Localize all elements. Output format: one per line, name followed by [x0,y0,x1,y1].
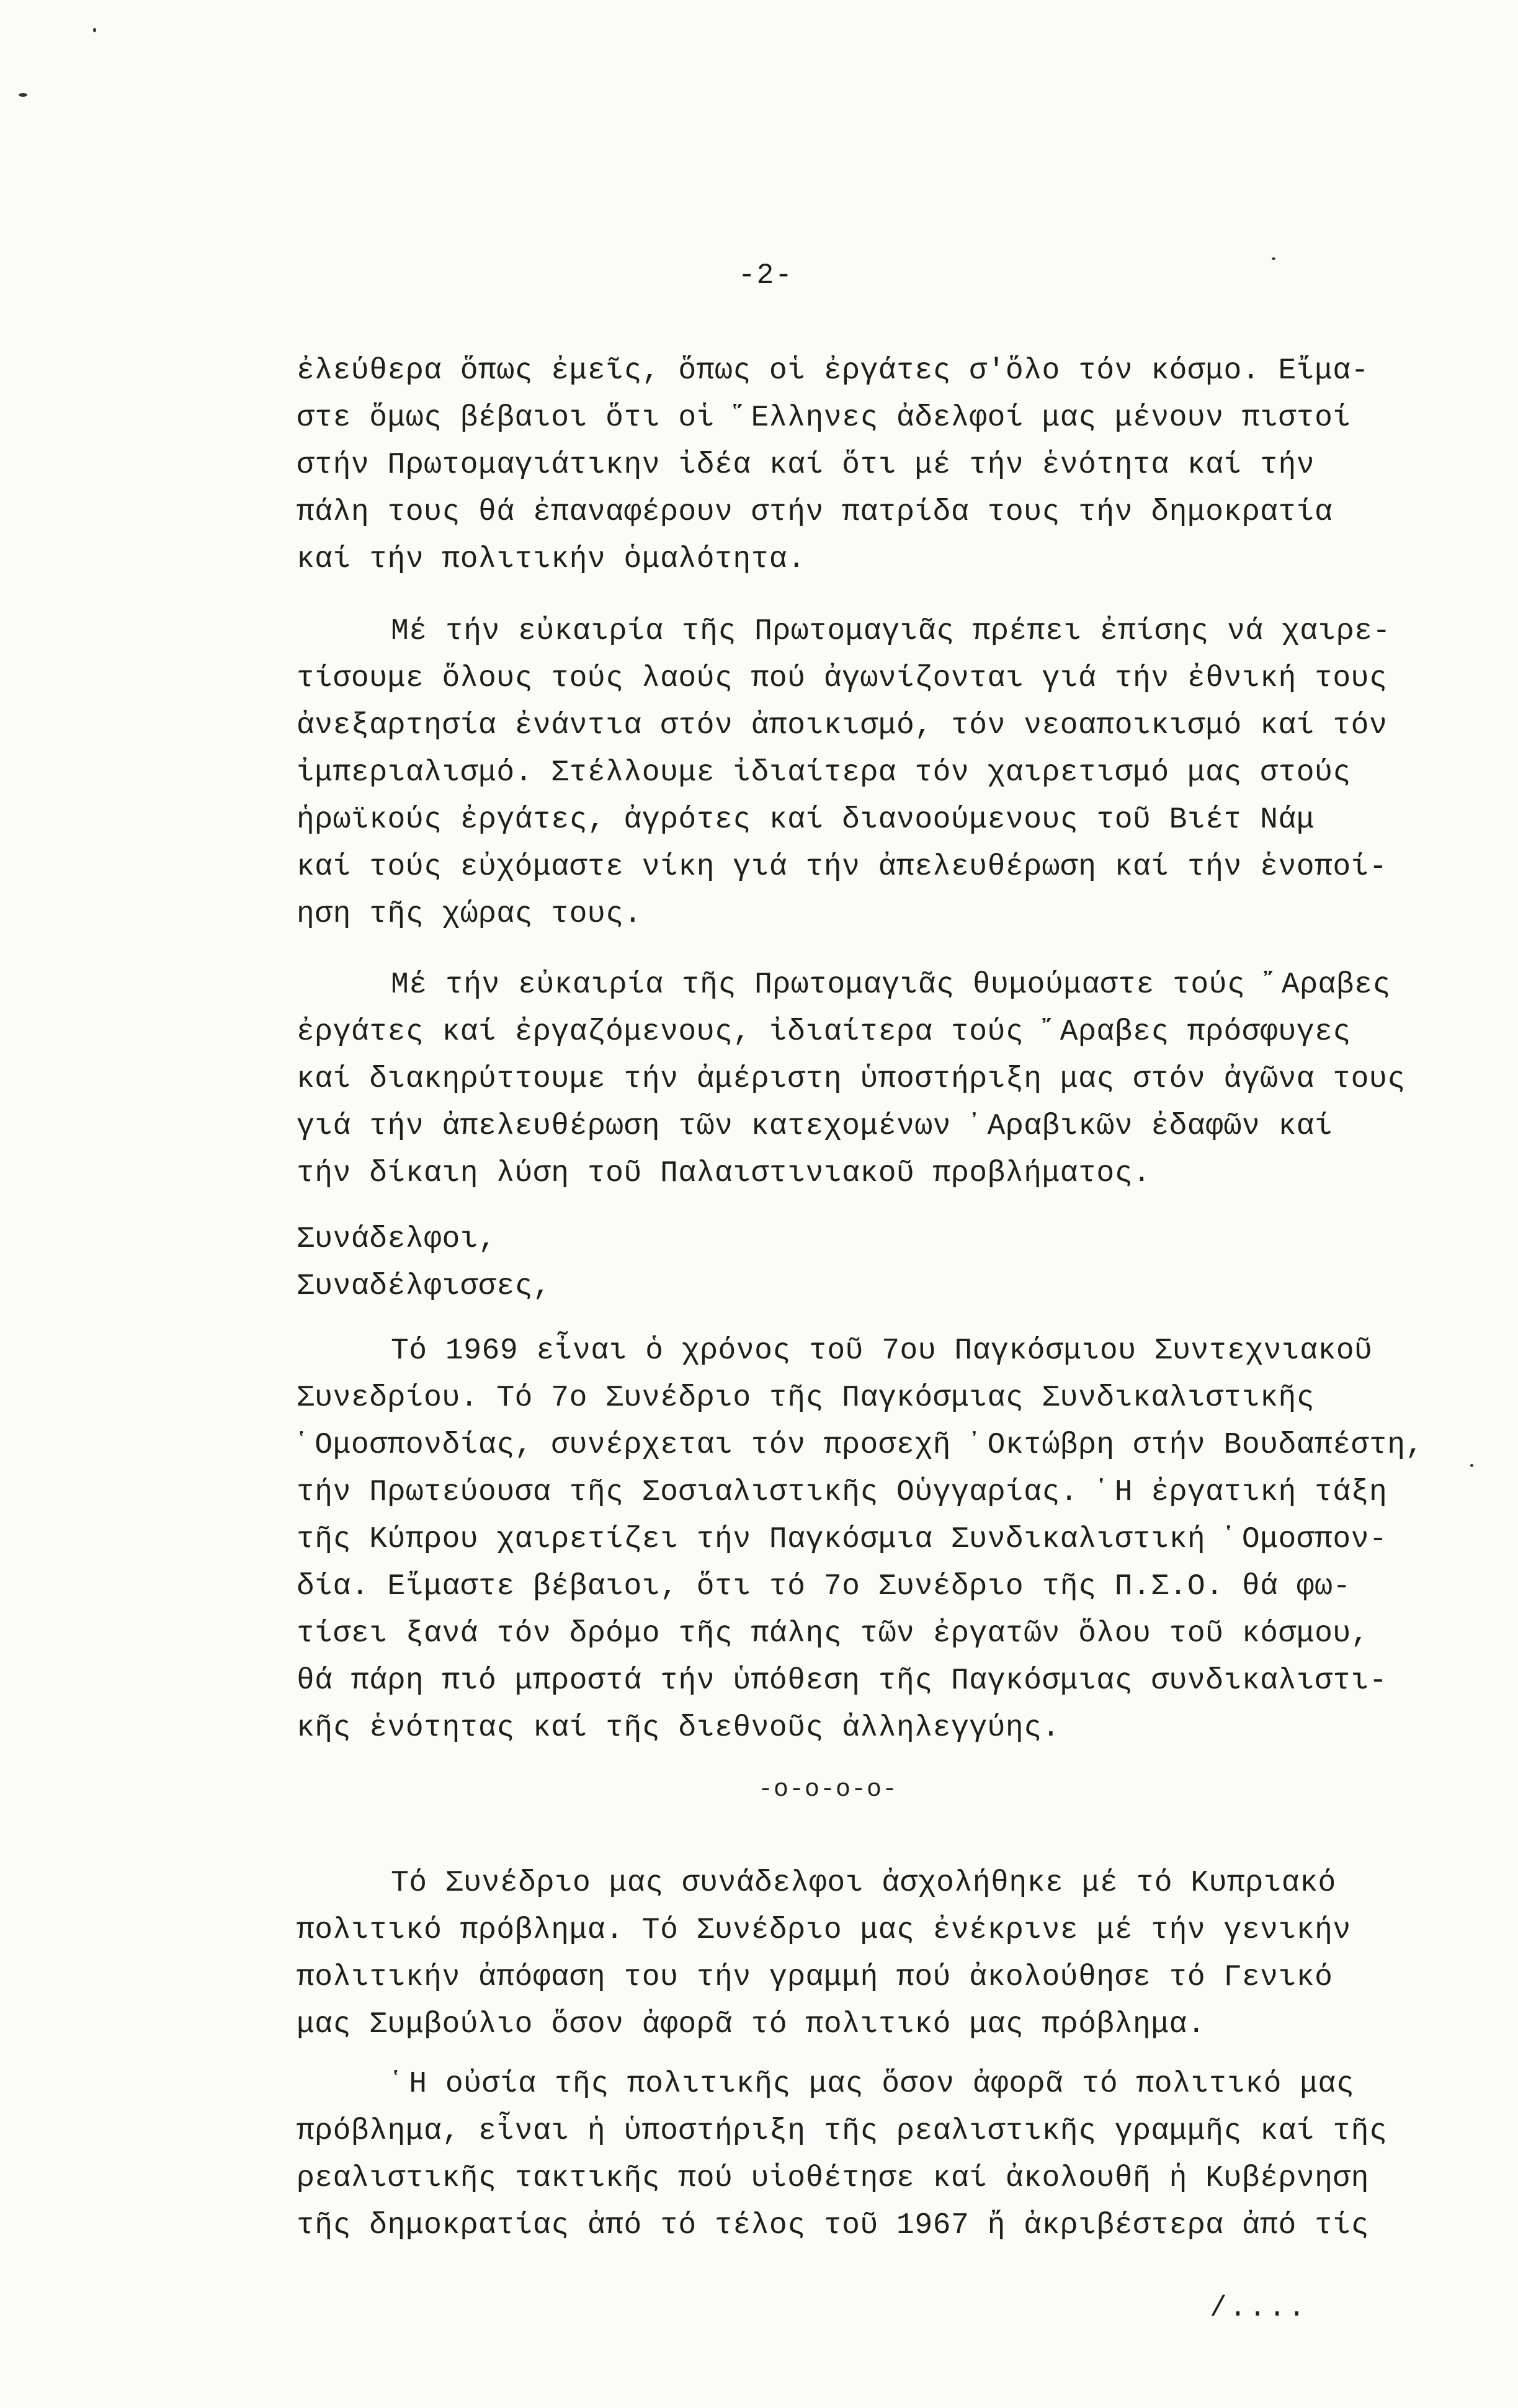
text-line: ηση τῆς χώρας τους. [297,898,642,931]
text-line: δία. Εἴμαστε βέβαιοι, ὅτι τό 7ο Συνέδριο τῆς Π.Σ.Ο. θά φω- [297,1570,1351,1603]
text-line: Συνεδρίου. Τό 7ο Συνέδριο τῆς Παγκόσμιας Συνδικαλιστικῆς [297,1381,1315,1415]
text-line: στε ὅμως βέβαιοι ὅτι οἱ ῞Ελληνες ἀδελφοί μας μένουν πιστοί [297,401,1351,435]
salutation-line: Συνάδελφοι, [297,1223,497,1256]
scan-speck [93,28,96,32]
section-separator: -o-o-o-o- [758,1776,898,1804]
scan-speck [1272,257,1275,260]
text-line: στήν Πρωτομαγιάτικην ἰδέα καί ὅτι μέ τήν ἑνότητα καί τήν [297,448,1315,482]
text-line: ἐργάτες καί ἐργαζόμενους, ἰδιαίτερα τούς ῎Αραβες πρόσφυγες [297,1015,1351,1049]
text-line: Μέ τήν εὐκαιρία τῆς Πρωτομαγιᾶς θυμούμαστε τούς ῎Αραβες [391,968,1391,1002]
text-line: πολιτικήν ἀπόφαση του τήν γραμμή πού ἀκολούθησε τό Γενικό [297,1961,1333,1994]
text-line: πάλη τους θά ἐπαναφέρουν στήν πατρίδα τους τήν δημοκρατία [297,496,1333,529]
text-line: μας Συμβούλιο ὅσον ἀφορᾶ τό πολιτικό μας πρόβλημα. [297,2008,1206,2041]
text-line: τίσει ξανά τόν δρόμο τῆς πάλης τῶν ἐργατῶν ὅλου τοῦ κόσμου, [297,1617,1369,1651]
text-line: θά πάρη πιό μπροστά τήν ὑπόθεση τῆς Παγκόσμιας συνδικαλιστι- [297,1664,1388,1698]
text-line: ἀνεξαρτησία ἐνάντια στόν ἀποικισμό, τόν νεοαποικισμό καί τόν [297,709,1388,742]
scan-speck [1470,1464,1473,1467]
text-line: γιά τήν ἀπελευθέρωση τῶν κατεχομένων ᾽Αραβικῶν ἐδαφῶν καί [297,1110,1333,1143]
text-line: ἡρωϊκούς ἐργάτες, ἀγρότες καί διανοούμενους τοῦ Βιέτ Νάμ [297,803,1315,837]
text-line: Μέ τήν εὐκαιρία τῆς Πρωτομαγιᾶς πρέπει ἐπίσης νά χαιρε- [391,615,1391,648]
text-line: Τό 1969 εἶναι ὁ χρόνος τοῦ 7ου Παγκόσμιου Συντεχνιακοῦ [391,1334,1373,1368]
text-line: καί διακηρύττουμε τήν ἀμέριστη ὑποστήριξη μας στόν ἀγῶνα τους [297,1063,1406,1096]
text-line: καί τούς εὐχόμαστε νίκη γιά τήν ἀπελευθέρωση καί τήν ἑνοποί- [297,850,1388,884]
text-line: τήν δίκαιη λύση τοῦ Παλαιστινιακοῦ προβλήματος. [297,1157,1151,1190]
continuation-mark: /.... [1210,2292,1308,2324]
text-line: ῾Ομοσπονδίας, συνέρχεται τόν προσεχῆ ᾽Οκτώβρη στήν Βουδαπέστη, [297,1429,1424,1462]
text-line: τῆς δημοκρατίας ἀπό τό τέλος τοῦ 1967 ἤ ἀκριβέστερα ἀπό τίς [297,2209,1369,2242]
text-line: Τό Συνέδριο μας συνάδελφοι ἀσχολήθηκε μέ τό Κυπριακό [391,1866,1336,1900]
page-number: -2- [738,259,793,292]
text-line: ἰμπεριαλισμό. Στέλλουμε ἰδιαίτερα τόν χαιρετισμό μας στούς [297,756,1351,790]
text-line: πρόβλημα, εἶναι ἡ ὑποστήριξη τῆς ρεαλιστικῆς γραμμῆς καί τῆς [297,2115,1388,2148]
text-line: ἐλεύθερα ὅπως ἐμεῖς, ὅπως οἱ ἐργάτες σ'ὅλο τόν κόσμο. Εἴμα- [297,354,1369,388]
text-line: πολιτικό πρόβλημα. Τό Συνέδριο μας ἐνέκρινε μέ τήν γενικήν [297,1914,1351,1947]
text-line: τήν Πρωτεύουσα τῆς Σοσιαλιστικῆς Οὑγγαρίας. ῾Η ἐργατική τάξη [297,1476,1388,1509]
scan-speck [19,93,27,97]
salutation-line: Συναδέλφισσες, [297,1270,551,1303]
text-line: τῆς Κύπρου χαιρετίζει τήν Παγκόσμια Συνδικαλιστική ῾Ομοσπον- [297,1523,1388,1556]
text-line: καί τήν πολιτικήν ὁμαλότητα. [297,543,806,576]
text-line: τίσουμε ὅλους τούς λαούς πού ἀγωνίζονται γιά τήν ἐθνική τους [297,662,1388,695]
text-line: κῆς ἑνότητας καί τῆς διεθνοῦς ἀλληλεγγύης. [297,1711,1060,1745]
text-line: ρεαλιστικῆς τακτικῆς πού υἱοθέτησε καί ἀκολουθῆ ἡ Κυβέρνηση [297,2162,1369,2195]
text-line: ῾Η οὐσία τῆς πολιτικῆς μας ὅσον ἀφορᾶ τό πολιτικό μας [391,2067,1355,2101]
